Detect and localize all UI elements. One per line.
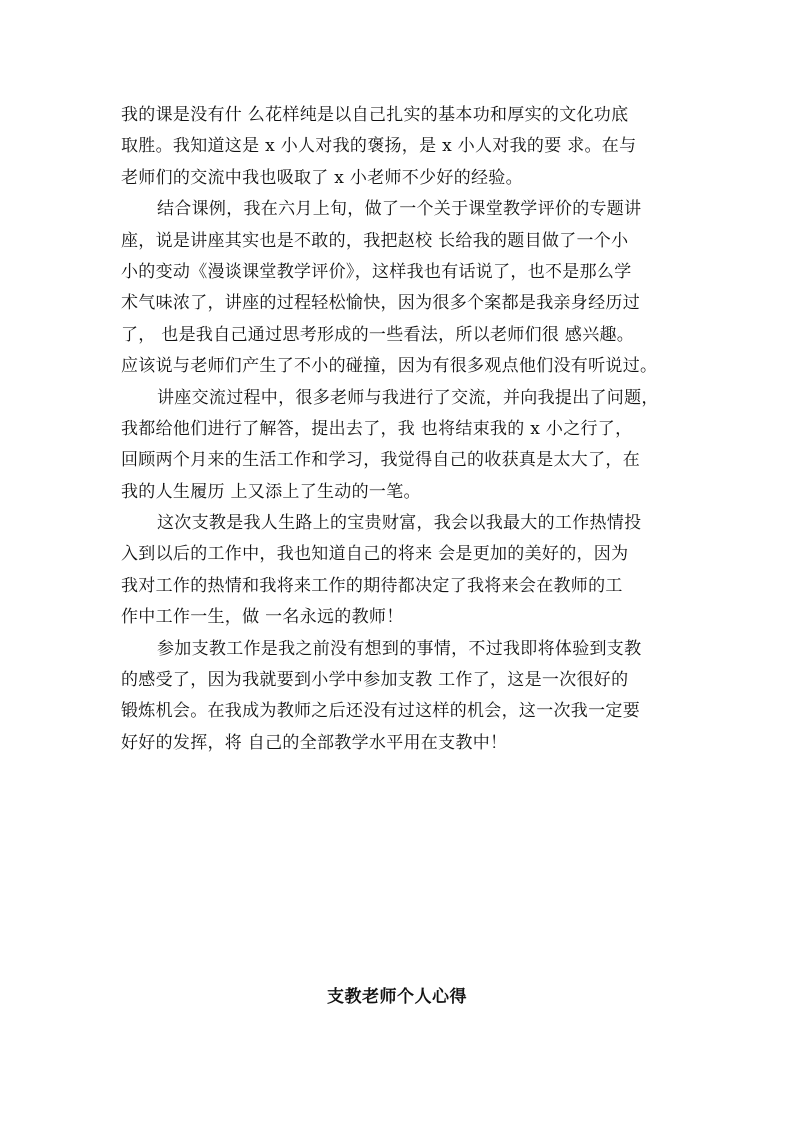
text-line: 作中工作一生，做 一名永远的教师！: [121, 607, 404, 628]
text-line: 好好的发挥，将 自己的全部教学水平用在支教中！: [121, 732, 508, 753]
text-line: 入到以后的工作中，我也知道自己的将来 会是更加的美好的，因为: [121, 544, 629, 565]
text-line: 回顾两个月来的生活工作和学习，我觉得自己的收获真是太大了，在: [121, 450, 640, 471]
text-line: 座，说是讲座其实也是不敢的，我把赵校 长给我的题目做了一个小: [121, 230, 629, 251]
text-line: 应该说与老师们产生了不小的碰撞，因为有很多观点他们没有听说过。: [121, 356, 658, 377]
text-line: 我都给他们进行了解答，提出去了，我 也将结束我的 x 小之行了，: [121, 418, 633, 439]
text-line: 我对工作的热情和我将来工作的期待都决定了我将来会在教师的工: [121, 575, 623, 596]
paragraph-start-line: 讲座交流过程中，很多老师与我进行了交流，并向我提出了问题，: [157, 387, 659, 408]
text-line: 我的人生履历 上又添上了生动的一笔。: [121, 481, 421, 502]
text-line: 的感受了，因为我就要到小学中参加支教 工作了，这是一次很好的: [121, 670, 629, 691]
text-line: 了， 也是我自己通过思考形成的一些看法，所以老师们很 感兴趣。: [121, 324, 635, 345]
text-line: 锻炼机会。在我成为教师之后还没有过这样的机会，这一次我一定要: [121, 701, 640, 722]
paragraph-start-line: 这次支教是我人生路上的宝贵财富，我会以我最大的工作热情投: [157, 513, 642, 534]
section-heading: 支教老师个人心得: [327, 987, 467, 1007]
body-text: [121, 100, 686, 759]
text-line: 我的课是没有什 么花样纯是以自己扎实的基本功和厚实的文化功底: [121, 105, 629, 125]
text-line: 小的变动《漫谈课堂教学评价》，这样我也有话说了，也不是那么学: [121, 261, 632, 282]
paragraph-start-line: 参加支教工作是我之前没有想到的事情，不过我即将体验到支教: [157, 638, 642, 659]
text-line: 老师们的交流中我也吸取了 x 小老师不少好的经验。: [121, 167, 523, 188]
text-line: 术气味浓了，讲座的过程轻松愉快，因为很多个案都是我亲身经历过: [121, 293, 640, 314]
text-line: 取胜。我知道这是 x 小人对我的褒扬，是 x 小人对我的要 求。在与: [121, 136, 637, 157]
paragraph-start-line: 结合课例，我在六月上旬，做了一个关于课堂教学评价的专题讲: [157, 199, 642, 220]
